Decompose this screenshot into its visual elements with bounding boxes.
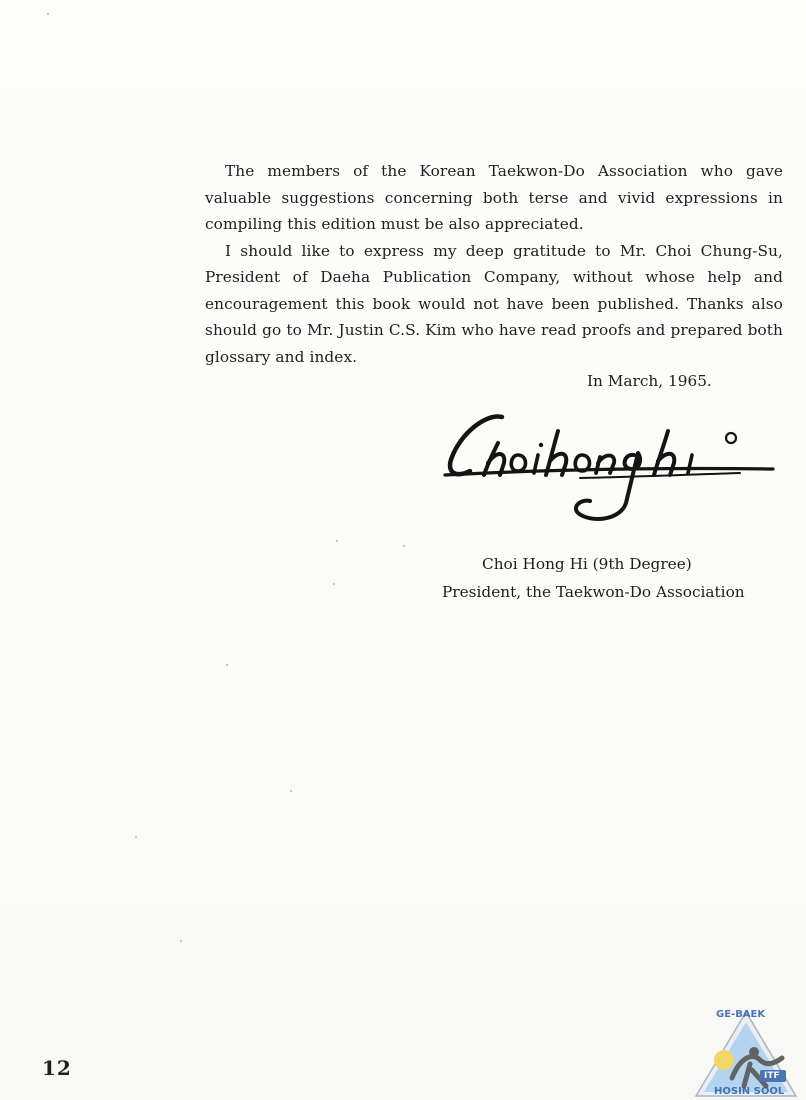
- paper-speck: [47, 13, 49, 15]
- logo-bottom-text: HOSIN SOOL: [714, 1086, 785, 1097]
- logo-top-text: GE-BAEK: [716, 1009, 766, 1020]
- paragraph-acknowledgement-members: The members of the Korean Taekwon-Do Association who gave valuable suggestions concerning both terse and vivid expressions in compiling this edition must be also appreciated.: [205, 162, 783, 233]
- signatory-title: President, the Taekwon-Do Association: [442, 583, 745, 601]
- signatory-name: Choi Hong Hi (9th Degree): [482, 555, 692, 573]
- paper-speck: [226, 664, 228, 666]
- paragraph-acknowledgement-publisher: I should like to express my deep gratitude to Mr. Choi Chung-Su, President of Daeha Publication Company, without whose help and encouragement this book would not have been published. Thanks also should go to Mr. Justin C.S. Kim who have read proofs and prepared both glossary and index.: [205, 241, 783, 366]
- body-text: [205, 158, 783, 370]
- page-number: 12: [42, 1056, 72, 1080]
- logo-badge-text: ITF: [764, 1071, 780, 1081]
- paper-speck: [403, 545, 405, 547]
- handwritten-signature: [440, 405, 780, 535]
- dateline: In March, 1965.: [587, 372, 712, 390]
- paper-speck: [290, 790, 292, 792]
- paper-speck: [180, 940, 182, 942]
- paper-speck: [336, 540, 338, 542]
- paper-speck: [135, 836, 137, 838]
- paper-speck: [333, 583, 335, 585]
